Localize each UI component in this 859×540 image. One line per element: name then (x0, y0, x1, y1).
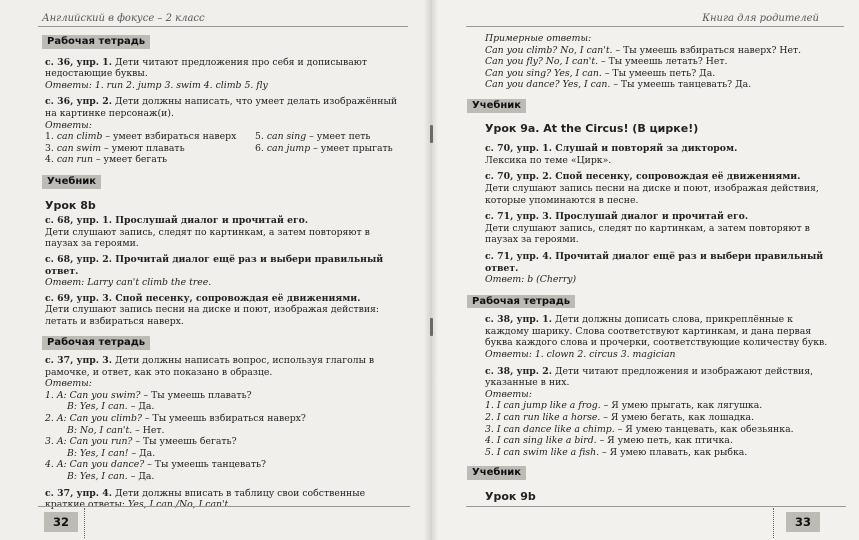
exercise-text: Дети должны написать вопрос, используя глаголы в (111, 355, 375, 367)
exercise-ref: с. 69, упр. 3. Спой песенку, сопровождая её движениями. (45, 292, 361, 304)
gutter-mark (430, 125, 433, 143)
exercise-text: недостающие буквы. (45, 68, 148, 80)
dialog-line: 4. A: Can you dance? – Ты умеешь танцевать? (45, 459, 267, 471)
exercise-text: Лексика по теме «Цирк». (485, 154, 612, 166)
answers-label: Ответы: (45, 378, 92, 390)
exercise-text: Yes, I can./No, I can't. (128, 499, 232, 511)
answer-line: 6. can jump – умеет прыгать (255, 142, 393, 154)
exercise-text: каждому шарику. Слова соответствуют картинкам, и дана первая (485, 325, 812, 337)
right-content (472, 33, 835, 503)
answer-line: 1. I can jump like a frog. – Я умею прыгать, как лягушка. (485, 400, 763, 412)
exercise-ref: с. 36, упр. 1. (45, 56, 112, 68)
answer-text: Ответ: Larry can't climb the tree. (45, 277, 212, 289)
exercise-block (45, 96, 403, 166)
exercise-block (485, 211, 835, 246)
answers-label: Ответы: (485, 349, 532, 361)
exercise-text: Дети должны дописать слова, прикреплённые к (551, 314, 793, 326)
gutter-mark (430, 318, 433, 336)
section-tab-textbook: Учебник (42, 175, 101, 189)
exercise-block (45, 254, 403, 289)
header-rule (466, 26, 844, 27)
dotted-margin (84, 508, 85, 538)
answer-line: 4. I can sing like a bird. – Я умею петь, как птичка. (485, 435, 733, 447)
exercise-text: Дети читают предложения про себя и дописывают (111, 56, 367, 68)
lesson-title: Урок 8b (45, 198, 96, 212)
answer-line: 5. I can swim like a fish. – Я умею плавать, как рыбка. (485, 446, 748, 458)
answers-label: Примерные ответы: (485, 33, 592, 44)
exercise-ref: с. 37, упр. 4. (45, 487, 112, 499)
exercise-ref: с. 38, упр. 1. (485, 314, 552, 326)
section-tab-workbook: Рабочая тетрадь (467, 295, 575, 309)
exercise-block (45, 355, 403, 483)
running-header-left: Английский в фокусе – 2 класс (42, 13, 205, 24)
dialog-line: B: Yes, I can. – Да. (67, 471, 155, 482)
exercise-text: Дети должны вписать в таблицу свои собственные (111, 487, 366, 499)
exercise-text: Дети слушают запись песни на диске и поют, изображая действия: (45, 304, 380, 316)
exercise-text: на картинке персонаж(и). (45, 107, 174, 119)
right-page (430, 0, 859, 540)
answer-text: Ответ: b (Cherry) (485, 274, 577, 286)
exercise-text: буква каждого слова и прочерки, соответствующие количеству букв. (485, 337, 828, 349)
answers-label: Ответы: (45, 119, 92, 131)
exercise-ref: с. 70, упр. 2. Спой песенку, сопровождая её движениями. (485, 171, 801, 183)
section-tab-workbook: Рабочая тетрадь (42, 336, 150, 350)
answer-line: 1. can climb – умеет взбираться наверх (45, 131, 237, 143)
answer-line: 4. can run – умеет бегать (45, 154, 168, 166)
page-number-left: 32 (44, 512, 78, 532)
book-gutter (424, 0, 438, 540)
answers-label: Ответы: (485, 388, 532, 400)
lesson-title: Урок 9b (485, 490, 536, 503)
dialog-line: B: Yes, I can! – Да. (67, 447, 156, 459)
page-number-right: 33 (786, 512, 820, 532)
answer-line: 3. I can dance like a chimp. – Я умею танцевать, как обезьянка. (485, 423, 794, 435)
exercise-ref: с. 68, упр. 2. Прочитай диалог ещё раз и выбери правильный ответ. (45, 253, 384, 277)
sample-answer: Can you fly? No, I can't. – Ты умеешь летать? Нет. (485, 56, 728, 68)
answer-line: 3. can swim – умеют плавать (45, 142, 185, 154)
dialog-line: B: Yes, I can. – Да. (67, 401, 155, 413)
running-header-right: Книга для родителей (702, 13, 819, 24)
exercise-text: краткие ответы: (45, 499, 129, 511)
exercise-block (485, 366, 835, 459)
exercise-block (45, 57, 403, 92)
sample-answer: Can you dance? Yes, I can. – Ты умеешь танцевать? Да. (485, 79, 752, 91)
exercise-text: Дети слушают запись, следят по картинкам, а затем повторяют в (485, 222, 810, 234)
dotted-margin (773, 508, 774, 538)
exercise-block (485, 143, 835, 166)
dialog-line: B: No, I can't. – Нет. (67, 424, 165, 436)
header-rule (38, 26, 408, 27)
answer-line: 5. can sing – умеет петь (255, 131, 371, 143)
answers-grid (45, 131, 403, 166)
lesson-title: Урок 9а. At the Circus! (В цирке!) (485, 121, 699, 135)
exercise-block (45, 293, 403, 328)
dialog-line: 1. A: Can you swim? – Ты умеешь плавать? (45, 389, 252, 401)
exercise-text: указанные в них. (485, 377, 570, 389)
section-tab-textbook: Учебник (467, 99, 526, 113)
answers-text: 1. run 2. jump 3. swim 4. climb 5. fly (91, 79, 268, 91)
exercise-ref: с. 70, упр. 1. Слушай и повторяй за диктором. (485, 143, 738, 155)
answers-text: 1. clown 2. circus 3. magician (531, 349, 676, 361)
sample-answer: Can you sing? Yes, I can. – Ты умеешь петь? Да. (485, 67, 716, 79)
sample-answer: Can you climb? No, I can't. – Ты умеешь взбираться наверх? Нет. (485, 44, 802, 56)
exercise-text: паузах за героями. (485, 234, 579, 246)
exercise-text: Дети слушают запись песни на диске и поют, изображая действия, (485, 182, 819, 194)
exercise-text: летать и взбираться наверх. (45, 315, 184, 327)
exercise-text: рамочке, и ответ, как это показано в образце. (45, 366, 273, 378)
exercise-ref: с. 71, упр. 3. Прослушай диалог и прочитай его. (485, 211, 749, 223)
exercise-block (45, 215, 403, 250)
exercise-ref: с. 68, упр. 1. Прослушай диалог и прочитай его. (45, 215, 309, 227)
left-content (45, 32, 403, 511)
exercise-ref: с. 37, упр. 3. (45, 355, 112, 367)
exercise-block (485, 251, 835, 286)
footer-rule (38, 506, 410, 507)
section-tab-workbook: Рабочая тетрадь (42, 35, 150, 49)
exercise-block (45, 488, 403, 511)
exercise-block (485, 314, 835, 360)
exercise-ref: с. 71, упр. 4. Прочитай диалог ещё раз и выбери правильный ответ. (485, 250, 824, 274)
dialog-line: 2. A: Can you climb? – Ты умеешь взбираться наверх? (45, 413, 306, 425)
exercise-text: Дети должны написать, что умеет делать изображённый (111, 96, 398, 108)
answers-label: Ответы: (45, 79, 92, 91)
exercise-block (485, 171, 835, 206)
exercise-text: Дети слушают запись, следят по картинкам, а затем повторяют в (45, 226, 370, 238)
footer-rule (466, 506, 846, 507)
exercise-text: Дети читают предложения и изображают действия, (551, 365, 814, 377)
dialog-line: 3. A: Can you run? – Ты умеешь бегать? (45, 436, 237, 448)
section-tab-textbook: Учебник (467, 466, 526, 480)
exercise-text: паузах за героями. (45, 238, 139, 250)
exercise-text: которые упоминаются в песне. (485, 194, 639, 206)
exercise-ref: с. 36, упр. 2. (45, 96, 112, 108)
answer-line: 2. I can run like a horse. – Я умею бегать, как лошадка. (485, 412, 755, 424)
exercise-ref: с. 38, упр. 2. (485, 365, 552, 377)
